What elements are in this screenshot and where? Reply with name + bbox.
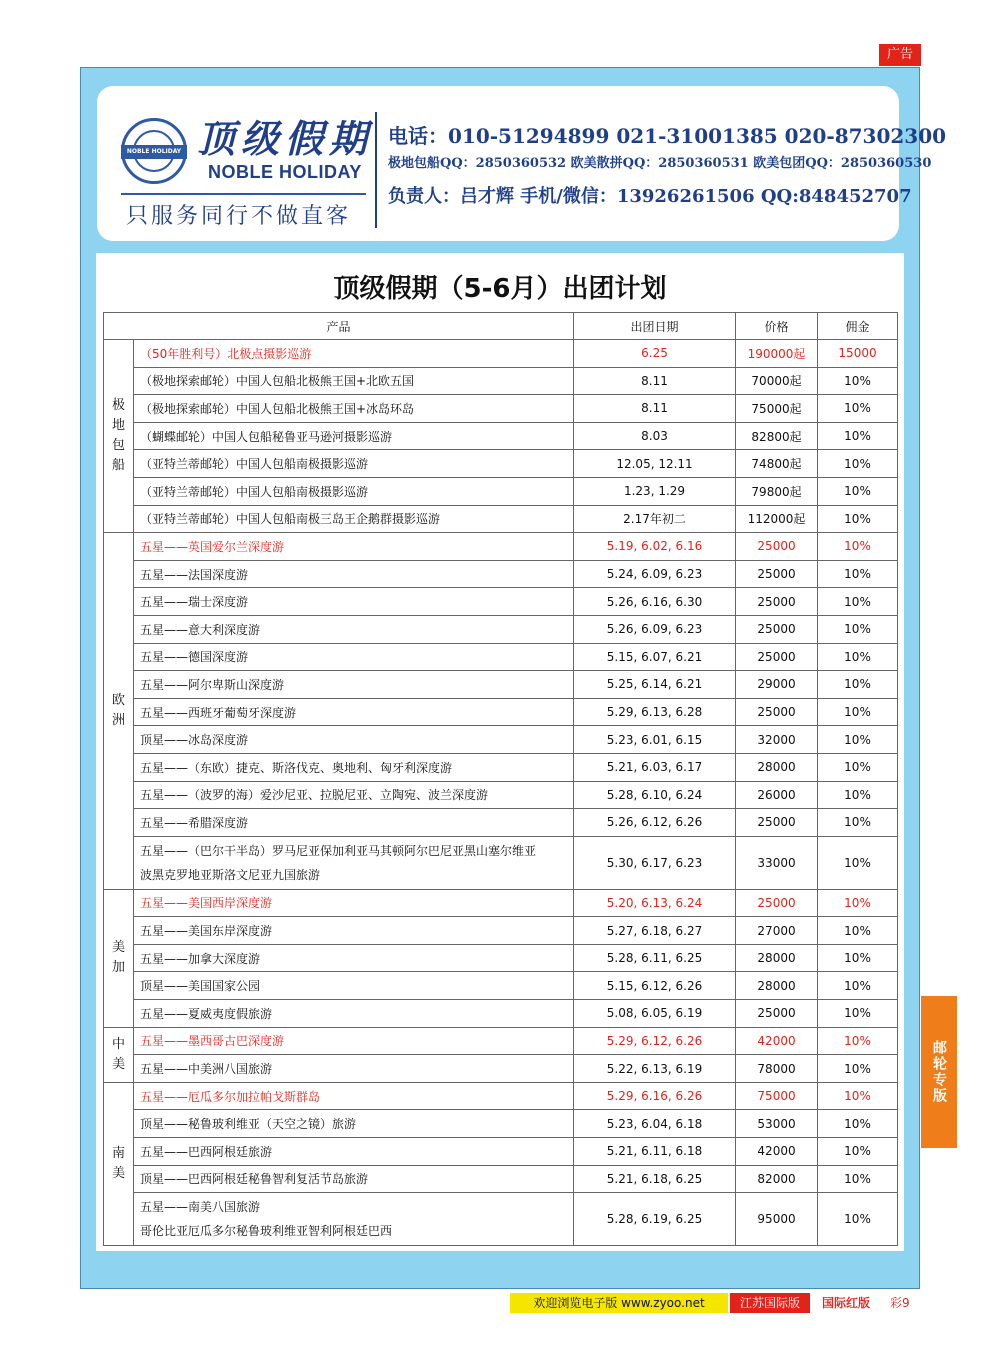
date-cell: 5.26, 6.16, 6.30 [574, 588, 736, 616]
date-cell: 5.19, 6.02, 6.16 [574, 533, 736, 561]
price-cell: 70000起 [736, 367, 818, 395]
date-cell: 5.15, 6.12, 6.26 [574, 972, 736, 1000]
product-cell [134, 643, 574, 671]
commission-cell: 10% [818, 560, 898, 588]
region-cell: 极地包船 [104, 340, 134, 533]
product-name: （极地探索邮轮）中国人包船北极熊王国+北欧五国 [140, 374, 415, 389]
commission-cell: 10% [818, 671, 898, 699]
table-row [104, 560, 898, 588]
table-row [104, 698, 898, 726]
price-cell: 25000 [736, 698, 818, 726]
price-cell: 53000 [736, 1110, 818, 1138]
commission-cell: 10% [818, 588, 898, 616]
price-cell: 29000 [736, 671, 818, 699]
price-cell: 33000 [736, 836, 818, 889]
table-header-row [104, 313, 898, 340]
product-name: 五星——（东欧）捷克、斯洛伐克、奥地利、匈牙利深度游 [140, 760, 453, 775]
product-name: 五星——瑞士深度游 [140, 595, 249, 610]
table-body [104, 340, 898, 1246]
region-cell: 美加 [104, 889, 134, 1027]
commission-cell: 10% [818, 1000, 898, 1028]
commission-cell: 10% [818, 450, 898, 478]
product-name: 五星——（波罗的海）爱沙尼亚、拉脱尼亚、立陶宛、波兰深度游 [140, 788, 489, 803]
price-cell: 42000 [736, 1027, 818, 1055]
header-divider [375, 112, 377, 228]
commission-cell: 10% [818, 972, 898, 1000]
price-cell: 95000 [736, 1193, 818, 1246]
product-cell [134, 1165, 574, 1193]
product-name: 五星——巴西阿根廷旅游 [140, 1144, 273, 1159]
commission-cell: 10% [818, 917, 898, 945]
region-cell: 南美 [104, 1082, 134, 1245]
contact-qq: 极地包船QQ：2850360532 欧美散拼QQ：2850360531 欧美包团QQ：2850360530 [388, 156, 932, 171]
ad-tag: 广告 [879, 44, 921, 66]
product-cell [134, 395, 574, 423]
table-row [104, 395, 898, 423]
table-row [104, 836, 898, 889]
product-name: 五星——夏威夷度假旅游 [140, 1006, 273, 1021]
product-name: 顶星——冰岛深度游 [140, 733, 249, 748]
price-cell: 42000 [736, 1138, 818, 1166]
product-cell [134, 972, 574, 1000]
price-cell: 25000 [736, 588, 818, 616]
header-commission: 佣金 [818, 313, 898, 340]
table-row [104, 726, 898, 754]
page-title: 顶级假期（5-6月）出团计划 [333, 274, 667, 304]
product-name: 五星——意大利深度游 [140, 622, 261, 637]
product-name: 顶星——秘鲁玻利维亚（天空之镜）旅游 [140, 1117, 357, 1132]
product-cell [134, 917, 574, 945]
product-cell [134, 726, 574, 754]
commission-cell: 10% [818, 1110, 898, 1138]
table-row [104, 477, 898, 505]
commission-cell: 15000 [818, 340, 898, 368]
date-cell: 5.21, 6.11, 6.18 [574, 1138, 736, 1166]
date-cell: 5.25, 6.14, 6.21 [574, 671, 736, 699]
table-row [104, 944, 898, 972]
product-name: 五星——墨西哥古巴深度游 [140, 1034, 285, 1049]
commission-cell: 10% [818, 395, 898, 423]
product-cell [134, 698, 574, 726]
table-row [104, 1110, 898, 1138]
product-name: 五星——美国西岸深度游 [140, 896, 273, 911]
table-row [104, 450, 898, 478]
product-name: （极地探索邮轮）中国人包船北极熊王国+冰岛环岛 [140, 401, 415, 416]
product-cell [134, 477, 574, 505]
date-cell: 5.21, 6.03, 6.17 [574, 753, 736, 781]
date-cell: 2.17年初二 [574, 505, 736, 533]
region-cell: 中美 [104, 1027, 134, 1082]
product-cell [134, 422, 574, 450]
product-name: 五星——加拿大深度游 [140, 951, 261, 966]
table-row [104, 1000, 898, 1028]
footer-paper: 国际红版 [822, 1296, 871, 1310]
price-cell: 28000 [736, 753, 818, 781]
commission-cell: 10% [818, 698, 898, 726]
price-cell: 25000 [736, 889, 818, 917]
commission-cell: 10% [818, 615, 898, 643]
product-name: 五星——阿尔卑斯山深度游 [140, 677, 285, 692]
commission-cell: 10% [818, 836, 898, 889]
date-cell: 6.25 [574, 340, 736, 368]
product-cell [134, 753, 574, 781]
commission-cell: 10% [818, 726, 898, 754]
footer-page-number: 彩9 [890, 1296, 910, 1310]
footer-welcome: 欢迎浏览电子版 www.zyoo.net [510, 1293, 728, 1313]
product-cell [134, 809, 574, 837]
commission-cell: 10% [818, 889, 898, 917]
price-cell: 25000 [736, 1000, 818, 1028]
contact-phone: 电话：010-51294899 021-31001385 020-87302300 [388, 124, 947, 148]
price-cell: 75000起 [736, 395, 818, 423]
product-cell [134, 1027, 574, 1055]
price-cell: 28000 [736, 972, 818, 1000]
product-cell [134, 671, 574, 699]
date-cell: 8.11 [574, 367, 736, 395]
product-cell [134, 1055, 574, 1083]
product-name: （50年胜利号）北极点摄影巡游 [140, 346, 312, 361]
commission-cell: 10% [818, 1165, 898, 1193]
product-cell [134, 889, 574, 917]
date-cell: 5.28, 6.10, 6.24 [574, 781, 736, 809]
price-cell: 74800起 [736, 450, 818, 478]
commission-cell: 10% [818, 477, 898, 505]
table-row [104, 505, 898, 533]
commission-cell: 10% [818, 367, 898, 395]
price-cell: 28000 [736, 944, 818, 972]
price-cell: 75000 [736, 1082, 818, 1110]
price-cell: 82000 [736, 1165, 818, 1193]
product-cell [134, 1110, 574, 1138]
date-cell: 5.08, 6.05, 6.19 [574, 1000, 736, 1028]
table-row [104, 615, 898, 643]
date-cell: 5.26, 6.09, 6.23 [574, 615, 736, 643]
commission-cell: 10% [818, 1082, 898, 1110]
product-cell [134, 560, 574, 588]
table-row [104, 1082, 898, 1110]
table-row [104, 1027, 898, 1055]
commission-cell: 10% [818, 505, 898, 533]
product-name: 五星——德国深度游 [140, 650, 249, 665]
product-cell [134, 615, 574, 643]
price-cell: 26000 [736, 781, 818, 809]
table-row [104, 972, 898, 1000]
date-cell: 8.11 [574, 395, 736, 423]
price-cell: 82800起 [736, 422, 818, 450]
date-cell: 12.05, 12.11 [574, 450, 736, 478]
tour-plan-table [103, 312, 898, 1246]
product-name: 五星——南美八国旅游 [140, 1200, 261, 1215]
product-name-line2: 哥伦比亚厄瓜多尔秘鲁玻利维亚智利阿根廷巴西 [140, 1224, 393, 1239]
commission-cell: 10% [818, 533, 898, 561]
brand-logo-icon: NOBLE HOLIDAY [121, 118, 187, 184]
product-name: 五星——法国深度游 [140, 567, 249, 582]
commission-cell: 10% [818, 1138, 898, 1166]
table-row [104, 809, 898, 837]
product-cell [134, 1082, 574, 1110]
header-product: 产品 [104, 313, 574, 340]
brand-divider [121, 193, 366, 195]
date-cell: 5.24, 6.09, 6.23 [574, 560, 736, 588]
table-row [104, 1193, 898, 1246]
date-cell: 5.29, 6.13, 6.28 [574, 698, 736, 726]
price-cell: 25000 [736, 560, 818, 588]
product-name: 五星——西班牙葡萄牙深度游 [140, 705, 297, 720]
commission-cell: 10% [818, 944, 898, 972]
price-cell: 25000 [736, 643, 818, 671]
product-name: 五星——希腊深度游 [140, 815, 249, 830]
commission-cell: 10% [818, 1055, 898, 1083]
date-cell: 5.29, 6.16, 6.26 [574, 1082, 736, 1110]
table-row [104, 1055, 898, 1083]
table-row [104, 588, 898, 616]
product-cell [134, 1000, 574, 1028]
date-cell: 5.30, 6.17, 6.23 [574, 836, 736, 889]
brand-name-en: NOBLE HOLIDAY [208, 162, 362, 182]
table-row [104, 917, 898, 945]
table-row [104, 781, 898, 809]
product-name: （亚特兰蒂邮轮）中国人包船南极摄影巡游 [140, 457, 369, 472]
date-cell: 5.23, 6.04, 6.18 [574, 1110, 736, 1138]
date-cell: 5.28, 6.19, 6.25 [574, 1193, 736, 1246]
commission-cell: 10% [818, 643, 898, 671]
commission-cell: 10% [818, 753, 898, 781]
date-cell: 5.26, 6.12, 6.26 [574, 809, 736, 837]
date-cell: 1.23, 1.29 [574, 477, 736, 505]
price-cell: 25000 [736, 615, 818, 643]
brand-slogan: 只服务同行不做直客 [126, 204, 352, 229]
product-cell [134, 533, 574, 561]
product-name-line2: 波黑克罗地亚斯洛文尼亚九国旅游 [140, 867, 321, 882]
contact-manager: 负责人：吕才辉 手机/微信：13926261506 QQ:848452707 [388, 186, 912, 207]
product-cell [134, 1138, 574, 1166]
brand-name-cn: 顶级假期 [197, 116, 374, 161]
product-cell [134, 836, 574, 889]
price-cell: 78000 [736, 1055, 818, 1083]
price-cell: 25000 [736, 533, 818, 561]
product-name: （亚特兰蒂邮轮）中国人包船南极摄影巡游 [140, 484, 369, 499]
date-cell: 5.28, 6.11, 6.25 [574, 944, 736, 972]
table-row [104, 533, 898, 561]
price-cell: 27000 [736, 917, 818, 945]
commission-cell: 10% [818, 1027, 898, 1055]
price-cell: 25000 [736, 809, 818, 837]
commission-cell: 10% [818, 781, 898, 809]
date-cell: 5.21, 6.18, 6.25 [574, 1165, 736, 1193]
table-row [104, 1165, 898, 1193]
table-row [104, 671, 898, 699]
price-cell: 79800起 [736, 477, 818, 505]
price-cell: 112000起 [736, 505, 818, 533]
date-cell: 5.20, 6.13, 6.24 [574, 889, 736, 917]
product-cell [134, 340, 574, 368]
date-cell: 8.03 [574, 422, 736, 450]
price-cell: 32000 [736, 726, 818, 754]
date-cell: 5.27, 6.18, 6.27 [574, 917, 736, 945]
commission-cell: 10% [818, 422, 898, 450]
commission-cell: 10% [818, 1193, 898, 1246]
product-cell [134, 505, 574, 533]
product-name: 五星——中美洲八国旅游 [140, 1062, 273, 1077]
product-name: 顶星——巴西阿根廷秘鲁智利复活节岛旅游 [140, 1172, 369, 1187]
date-cell: 5.29, 6.12, 6.26 [574, 1027, 736, 1055]
date-cell: 5.23, 6.01, 6.15 [574, 726, 736, 754]
product-name: 五星——厄瓜多尔加拉帕戈斯群岛 [140, 1089, 321, 1104]
table-row [104, 340, 898, 368]
product-cell [134, 781, 574, 809]
table-row [104, 367, 898, 395]
product-name: 五星——英国爱尔兰深度游 [140, 539, 285, 554]
table-row [104, 422, 898, 450]
price-cell: 190000起 [736, 340, 818, 368]
table-row [104, 889, 898, 917]
product-name: 顶星——美国国家公园 [140, 979, 261, 994]
product-name: 五星——美国东岸深度游 [140, 924, 273, 939]
product-name: 五星——（巴尔干半岛）罗马尼亚保加利亚马其顿阿尔巴尼亚黑山塞尔维亚 [140, 843, 537, 858]
product-cell [134, 944, 574, 972]
table-row [104, 753, 898, 781]
product-name: （亚特兰蒂邮轮）中国人包船南极三岛王企鹅群摄影巡游 [140, 512, 441, 527]
date-cell: 5.22, 6.13, 6.19 [574, 1055, 736, 1083]
product-cell [134, 450, 574, 478]
table-row [104, 1138, 898, 1166]
region-cell: 欧洲 [104, 533, 134, 890]
date-cell: 5.15, 6.07, 6.21 [574, 643, 736, 671]
header-date: 出团日期 [574, 313, 736, 340]
footer-edition: 江苏国际版 [730, 1293, 810, 1313]
commission-cell: 10% [818, 809, 898, 837]
product-cell [134, 1193, 574, 1246]
side-section-tab: 邮轮专版 [921, 996, 957, 1148]
product-name: （蝴蝶邮轮）中国人包船秘鲁亚马逊河摄影巡游 [140, 429, 393, 444]
product-cell [134, 588, 574, 616]
product-cell [134, 367, 574, 395]
header-price: 价格 [736, 313, 818, 340]
table-row [104, 643, 898, 671]
